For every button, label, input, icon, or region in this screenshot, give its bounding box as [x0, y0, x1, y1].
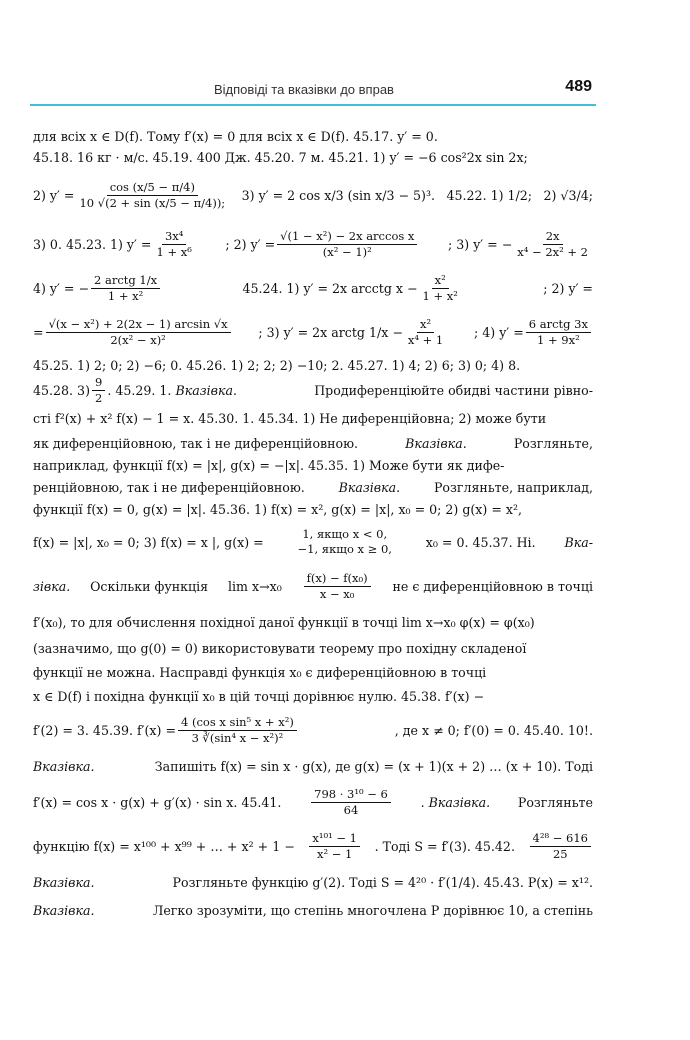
- line-text: як диференційовною, так і не диференційовною.: [33, 435, 359, 451]
- line-text: ; 2) y′ =: [543, 280, 593, 296]
- fraction-numerator: f(x) − f(x₀): [304, 571, 371, 587]
- fraction: [514, 229, 591, 260]
- line-text: x ∈ D(f) і похідна функції x₀ в цій точці дорівнює нулю. 45.38. f′(x) −: [33, 688, 485, 704]
- line-text: 45.25. 1) 2; 0; 2) −6; 0. 45.26. 1) 2; 2; 2) −10; 2. 45.27. 1) 4; 2) 6; 3) 0; 4) 8.: [33, 357, 521, 373]
- formula-segment: [242, 273, 462, 304]
- fraction-denominator: x⁴ − 2x² + 2: [517, 244, 588, 259]
- fraction-numerator: x²: [432, 273, 449, 289]
- text-line: [33, 376, 593, 404]
- text-line: [33, 636, 593, 660]
- text-line: [33, 222, 593, 266]
- line-text: Розгляньте,: [513, 435, 593, 451]
- text-line: [33, 564, 593, 608]
- text-line: [33, 868, 593, 896]
- fraction-numerator: 2x: [543, 229, 563, 245]
- line-text: ; 2) y′ =: [225, 236, 276, 252]
- line-text: =: [33, 324, 44, 340]
- case-line: 1, якщо x < 0,: [302, 527, 388, 541]
- line-text: 3) 0. 45.23. 1) y′ =: [33, 236, 152, 252]
- line-text: 4) y′ = −: [33, 280, 90, 296]
- line-text: . Тоді S = f′(3). 45.42.: [374, 838, 515, 854]
- fraction-denominator: 1 + x²: [422, 288, 458, 303]
- fraction: [46, 317, 231, 348]
- fraction: [76, 180, 228, 211]
- fraction: [91, 273, 160, 304]
- fraction-denominator: 3 ∛(sin⁴ x − x²)²: [191, 730, 284, 745]
- text-line: [33, 708, 593, 752]
- line-text: , де x ≠ 0; f′(0) = 0. 45.40. 10!.: [394, 722, 593, 738]
- page-header: [30, 76, 596, 106]
- line-text: ; 4) y′ =: [474, 324, 524, 340]
- line-text: сті f²(x) + x² f(x) − 1 = x. 45.30. 1. 45.34. 1) Не диференційовна; 2) може бути: [33, 410, 547, 426]
- fraction: [405, 317, 446, 348]
- line-text: Розгляньте функцію g′(2). Тоді S = 4²⁰ · f′(1/4). 45.43. P(x) = x¹².: [172, 874, 593, 890]
- fraction: [178, 715, 297, 746]
- text-line: [33, 126, 593, 146]
- running-title: Відповіді та вказівки до вправ: [214, 82, 394, 97]
- line-text: 2) y′ =: [33, 187, 75, 203]
- fraction-denominator: 10 √(2 + sin (x/5 − π/4));: [79, 195, 226, 210]
- fraction-numerator: 4 (cos x sin⁵ x + x²): [178, 715, 297, 731]
- fraction-denominator: 25: [552, 846, 568, 861]
- text-line: [33, 660, 593, 684]
- fraction-numerator: 798 · 3¹⁰ − 6: [311, 787, 391, 803]
- line-text: 3) y′ = 2 cos x/3 (sin x/3 − 5)³.: [241, 187, 436, 203]
- text-line: [33, 168, 593, 222]
- text-line: [33, 476, 593, 498]
- line-text: Оскільки функція: [90, 578, 209, 594]
- hint-label: Вказівка.: [33, 874, 95, 890]
- fraction-denominator: 1 + 9x²: [537, 332, 580, 347]
- text-line: [33, 684, 593, 708]
- fraction-denominator: 1 + x⁶: [156, 244, 192, 259]
- formula-segment: [474, 317, 593, 348]
- line-text: для всіх x ∈ D(f). Тому f′(x) = 0 для всіх x ∈ D(f). 45.17. y′ = 0.: [33, 128, 438, 144]
- hint-label: Вказівка.: [33, 758, 95, 774]
- fraction: [153, 229, 194, 260]
- text-line: [33, 310, 593, 354]
- fraction-denominator: x − x₀: [319, 586, 355, 601]
- text-line: [33, 454, 593, 476]
- fraction: [304, 571, 371, 602]
- hint-label: зівка.: [33, 578, 71, 594]
- line-text: f′(2) = 3. 45.39. f′(x) =: [33, 722, 177, 738]
- piecewise-cases: [295, 527, 395, 557]
- fraction-numerator: 9: [92, 376, 105, 391]
- fraction: [526, 317, 591, 348]
- line-text: f′(x) = cos x · g(x) + g′(x) · sin x. 45.41.: [33, 794, 282, 810]
- line-text: Запишіть f(x) = sin x · g(x), де g(x) = (x + 1)(x + 2) … (x + 10). Тоді: [154, 758, 593, 774]
- line-text: Легко зрозуміти, що степінь многочлена P дорівнює 10, а степінь: [152, 902, 593, 918]
- fraction: [530, 831, 591, 862]
- line-text: ренційовною, так і не диференційовною.: [33, 479, 305, 495]
- text-line: [33, 498, 593, 520]
- fraction: [309, 831, 360, 862]
- text-line: [33, 520, 593, 564]
- hint-label: Вказівка.: [405, 435, 467, 451]
- text-line: [33, 752, 593, 780]
- formula-segment: [33, 229, 197, 260]
- line-text: f′(x₀), то для обчислення похідної даної функції в точці lim x→x₀ φ(x) = φ(x₀): [33, 614, 535, 630]
- fraction-denominator: 2(x² − x)²: [110, 332, 166, 347]
- fraction-numerator: x¹⁰¹ − 1: [309, 831, 360, 847]
- fraction-numerator: 2 arctg 1/x: [91, 273, 160, 289]
- line-text: не є диференційовною в точці: [392, 578, 593, 594]
- fraction-numerator: √(x − x²) + 2(2x − 1) arcsin √x: [46, 317, 231, 333]
- fraction: [311, 787, 391, 818]
- hint-label: Вказівка.: [175, 382, 237, 398]
- fraction-denominator: x⁴ + 1: [407, 332, 444, 347]
- limit-notation: lim x→x₀: [227, 578, 282, 594]
- text-line: [33, 146, 593, 168]
- hint-label: Вказівка.: [33, 902, 95, 918]
- line-text: функцію f(x) = x¹⁰⁰ + x⁹⁹ + … + x² + 1 −: [33, 838, 295, 854]
- formula-segment: [33, 273, 162, 304]
- fraction-denominator: x² − 1: [316, 846, 353, 861]
- line-text: ; 3) y′ = −: [448, 236, 513, 252]
- formula-segment: [33, 376, 237, 404]
- line-text: 45.24. 1) y′ = 2x arcctg x −: [242, 280, 418, 296]
- fraction-numerator: 6 arctg 3x: [526, 317, 591, 333]
- text-line: [33, 404, 593, 432]
- fraction-numerator: 3x⁴: [162, 229, 186, 245]
- line-text: Розгляньте: [517, 794, 593, 810]
- fraction-numerator: x²: [417, 317, 434, 333]
- line-text: функції не можна. Насправді функція x₀ є диференційовною в точці: [33, 664, 487, 680]
- text-line: [33, 824, 593, 868]
- text-line: [33, 780, 593, 824]
- line-text: Розгляньте, наприклад,: [433, 479, 593, 495]
- line-text: 45.28. 3): [33, 382, 90, 398]
- formula-segment: [33, 317, 233, 348]
- fraction: [277, 229, 417, 260]
- hint-label: . Вказівка.: [420, 794, 491, 810]
- line-text: функції f(x) = 0, g(x) = |x|. 45.36. 1) f(x) = x², g(x) = |x|, x₀ = 0; 2) g(x) = x²,: [33, 501, 523, 517]
- line-text: Продиференціюйте обидві частини рівно-: [314, 382, 593, 398]
- text-line: [33, 608, 593, 636]
- case-line: −1, якщо x ≥ 0,: [297, 542, 392, 556]
- line-text: 45.18. 16 кг · м/с. 45.19. 400 Дж. 45.20. 7 м. 45.21. 1) y′ = −6 cos²2x sin 2x;: [33, 149, 528, 165]
- fraction-numerator: 4²⁸ − 616: [530, 831, 591, 847]
- line-text: наприклад, функції f(x) = |x|, g(x) = −|x|. 45.35. 1) Може бути як дифе-: [33, 457, 505, 473]
- text-line: [33, 266, 593, 310]
- line-text: x₀ = 0. 45.37. Ні.: [425, 534, 536, 550]
- formula-segment: [448, 229, 593, 260]
- fraction-denominator: (x² − 1)²: [322, 244, 372, 259]
- formula-segment: [33, 180, 230, 211]
- line-text: f(x) = |x|, x₀ = 0; 3) f(x) = x |, g(x) =: [33, 534, 264, 550]
- formula-segment: [225, 229, 419, 260]
- formula-segment: [258, 317, 448, 348]
- fraction-denominator: 2: [95, 390, 103, 404]
- header-rule: [30, 104, 596, 106]
- hint-label: Вказівка.: [338, 479, 401, 495]
- fraction: [420, 273, 461, 304]
- hint-label: Вка-: [564, 534, 593, 550]
- formula-segment: [33, 715, 299, 746]
- text-line: [33, 896, 593, 924]
- line-text: . 45.29. 1.: [107, 382, 172, 398]
- fraction-denominator: 64: [343, 802, 359, 817]
- line-text: 2) √3/4;: [543, 187, 593, 203]
- text-line: [33, 432, 593, 454]
- page-number: 489: [565, 78, 592, 95]
- fraction-numerator: √(1 − x²) − 2x arccos x: [277, 229, 417, 245]
- fraction: [92, 376, 105, 404]
- line-text: ; 3) y′ = 2x arctg 1/x −: [258, 324, 403, 340]
- answers-text: [33, 126, 593, 924]
- fraction-numerator: cos (x/5 − π/4): [107, 180, 198, 196]
- text-line: [33, 354, 593, 376]
- line-text: (зазначимо, що g(0) = 0) використовувати теорему про похідну складеної: [33, 640, 527, 656]
- fraction-denominator: 1 + x²: [107, 288, 144, 303]
- line-text: 45.22. 1) 1/2;: [446, 187, 533, 203]
